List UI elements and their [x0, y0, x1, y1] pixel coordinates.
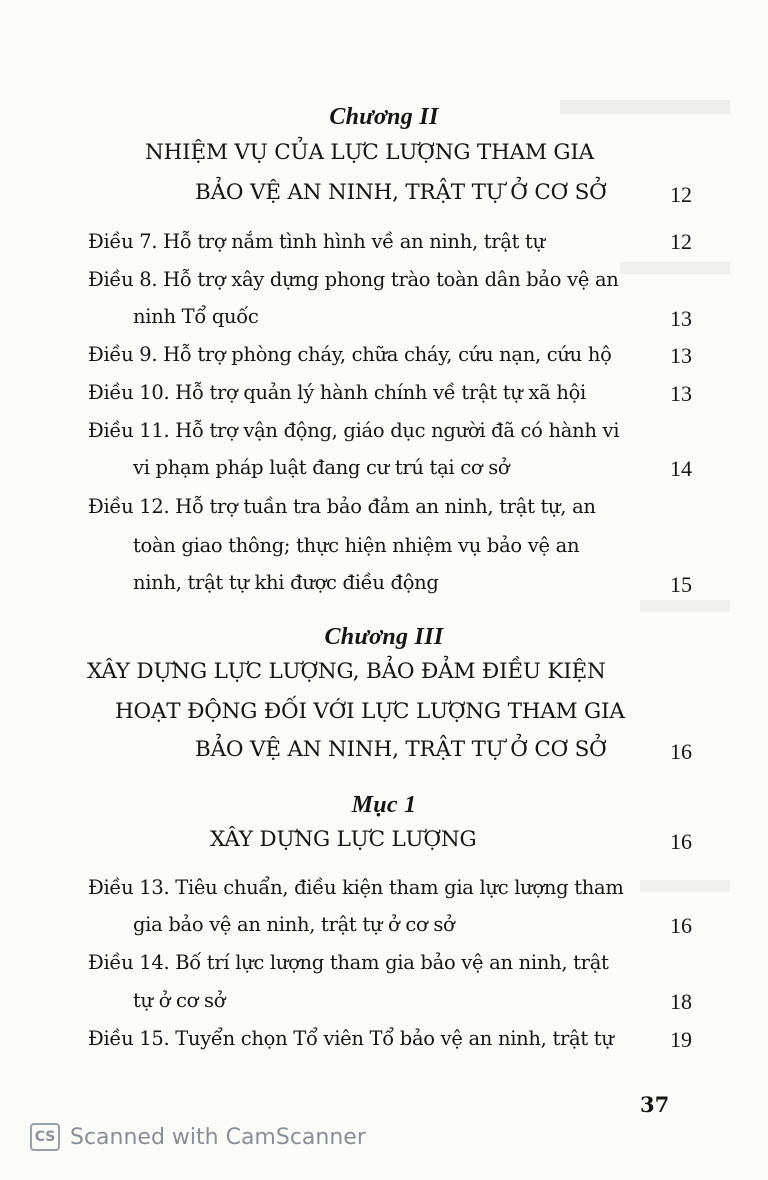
camscanner-logo-icon: CS: [30, 1123, 60, 1151]
chapter-2-label: Chương II: [329, 104, 439, 130]
bleed-through-shadow: [640, 880, 730, 892]
toc-entry-line: Điều 13. Tiêu chuẩn, điều kiện tham gia lực lượng tham: [88, 876, 624, 899]
toc-entry-line: gia bảo vệ an ninh, trật tự ở cơ sở: [133, 913, 455, 936]
toc-entry-page: 12: [670, 229, 692, 254]
toc-entry-line: Điều 15. Tuyển chọn Tổ viên Tổ bảo vệ an ninh, trật tự: [88, 1027, 614, 1050]
toc-entry-page: 13: [670, 343, 692, 368]
toc-entry-line: toàn giao thông; thực hiện nhiệm vụ bảo vệ an: [133, 534, 580, 557]
toc-entry-page: 15: [670, 572, 692, 597]
toc-entry-line: Điều 9. Hỗ trợ phòng cháy, chữa cháy, cứu nạn, cứu hộ: [88, 343, 612, 366]
chapter-2-title-line1: NHIỆM VỤ CỦA LỰC LƯỢNG THAM GIA: [145, 140, 594, 165]
bleed-through-shadow: [620, 262, 730, 274]
watermark-text: Scanned with CamScanner: [70, 1124, 366, 1150]
toc-entry-page: 19: [670, 1027, 692, 1052]
bleed-through-shadow: [640, 600, 730, 612]
toc-entry-page: 14: [670, 456, 692, 481]
toc-entry-line: vi phạm pháp luật đang cư trú tại cơ sở: [133, 456, 510, 479]
toc-entry-line: Điều 7. Hỗ trợ nắm tình hình về an ninh, trật tự: [88, 230, 545, 253]
toc-entry-line: Điều 14. Bố trí lực lượng tham gia bảo vệ an ninh, trật: [88, 951, 609, 974]
toc-entry-line: ninh, trật tự khi được điều động: [133, 571, 439, 594]
toc-entry-line: tự ở cơ sở: [133, 989, 226, 1012]
section-1-label: Mục 1: [351, 792, 417, 818]
section-1-page: 16: [670, 829, 692, 854]
toc-entry-line: Điều 11. Hỗ trợ vận động, giáo dục người đã có hành vi: [88, 419, 620, 442]
chapter-3-label: Chương III: [324, 624, 444, 650]
toc-entry-page: 13: [670, 381, 692, 406]
chapter-2-title-line2: BẢO VỆ AN NINH, TRẬT TỰ Ở CƠ SỞ: [195, 180, 607, 205]
toc-entry-line: ninh Tổ quốc: [133, 305, 259, 328]
toc-entry-page: 18: [670, 989, 692, 1014]
toc-entry-line: Điều 8. Hỗ trợ xây dựng phong trào toàn dân bảo vệ an: [88, 268, 619, 291]
chapter-3-title-line2: HOẠT ĐỘNG ĐỐI VỚI LỰC LƯỢNG THAM GIA: [115, 699, 625, 724]
chapter-3-title-line1: XÂY DỰNG LỰC LƯỢNG, BẢO ĐẢM ĐIỀU KIỆN: [87, 659, 606, 684]
toc-entry-page: 16: [670, 913, 692, 938]
page-number: 37: [640, 1092, 670, 1117]
toc-entry-page: 13: [670, 306, 692, 331]
section-1-title: XÂY DỰNG LỰC LƯỢNG: [210, 827, 477, 852]
camscanner-watermark: [30, 1122, 366, 1152]
toc-entry-line: Điều 12. Hỗ trợ tuần tra bảo đảm an ninh, trật tự, an: [88, 495, 596, 518]
chapter-2-page: 12: [670, 182, 692, 207]
toc-entry-line: Điều 10. Hỗ trợ quản lý hành chính về trật tự xã hội: [88, 381, 586, 404]
chapter-3-page: 16: [670, 739, 692, 764]
chapter-3-title-line3: BẢO VỆ AN NINH, TRẬT TỰ Ở CƠ SỞ: [195, 737, 607, 762]
